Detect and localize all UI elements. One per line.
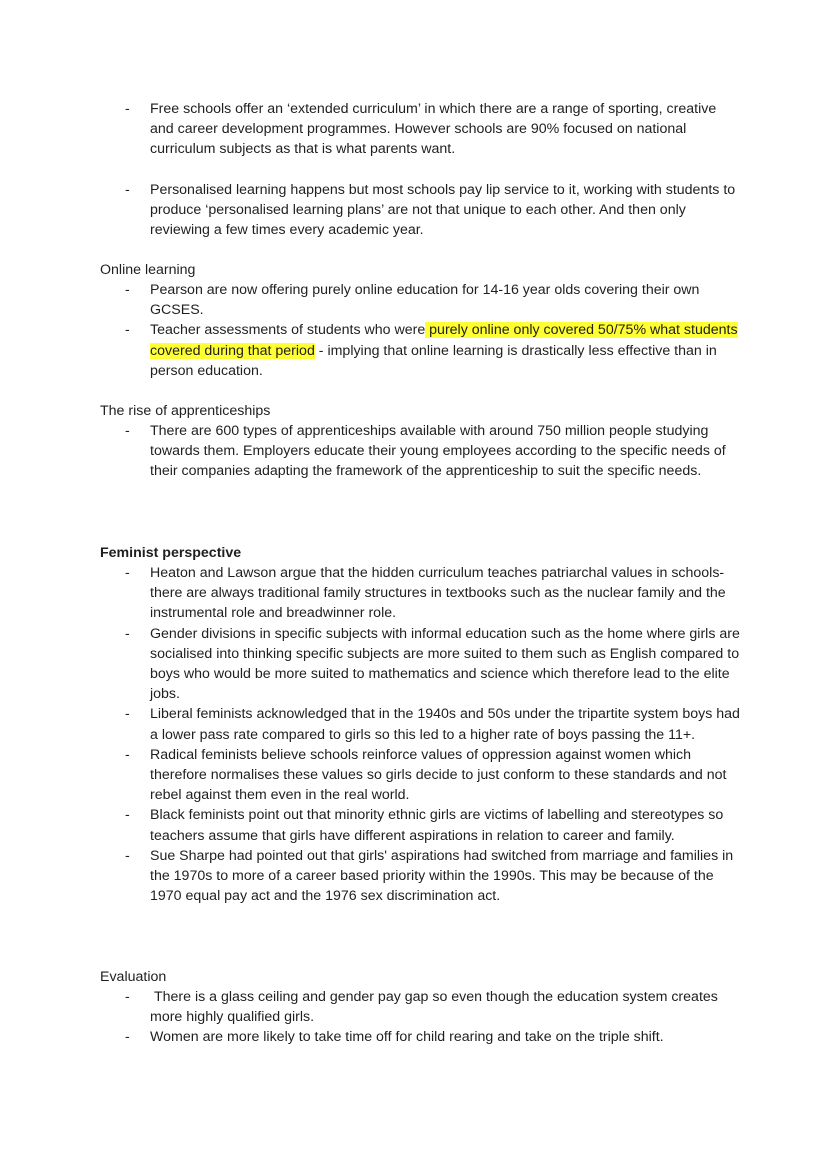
list-item: [100, 624, 745, 705]
list-item-text: Liberal feminists acknowledged that in the 1940s and 50s under the tripartite system boys had a lower pass rate compared to girls so this led to a higher rate of boys passing the 11+.: [150, 706, 740, 743]
list-item-text: Free schools offer an ‘extended curriculum’ in which there are a range of sporting, creative and career development programmes. However schools are 90% focused on national curriculum subjects as that is what parents want.: [150, 101, 717, 158]
section-heading-evaluation: Evaluation: [100, 969, 167, 985]
list-item: [100, 987, 740, 1027]
list-item-text: Women are more likely to take time off for child rearing and take on the triple shift.: [150, 1029, 664, 1046]
list-item-text: Pearson are now offering purely online education for 14-16 year olds covering their own GCSES.: [150, 282, 700, 319]
list-item-text: Personalised learning happens but most schools pay lip service to it, working with students to produce ‘personalised learning plans’ are not that unique to each other. And then only reviewing a few times every academic year.: [150, 181, 736, 239]
section-heading-feminist: Feminist perspective: [100, 545, 242, 561]
feminist-list: [100, 563, 745, 906]
list-item: [100, 180, 740, 241]
bullet-dash: -: [125, 282, 130, 298]
list-item: [100, 745, 745, 806]
list-item-text-before: Teacher assessments of students who were: [150, 322, 426, 339]
list-item-text: Black feminists point out that minority ethnic girls are victims of labelling and stereotypes so teachers assume that girls have different aspirations in relation to career and family.: [150, 807, 724, 844]
section-heading-online-learning: Online learning: [100, 262, 196, 278]
list-item-text: Heaton and Lawson argue that the hidden curriculum teaches patriarchal values in schools- there are always traditional family structures in textbooks such as the nuclear family and the instrumental role and breadwinner role.: [150, 565, 726, 622]
bullet-dash: -: [125, 746, 130, 763]
bullet-dash: -: [125, 101, 130, 117]
list-item: [100, 563, 745, 624]
list-item-text: Sue Sharpe had pointed out that girls' aspirations had switched from marriage and families in the 1970s to more of a career based priority within the 1990s. This may be because of the 1970 equal pay act and the 1976 sex discrimination act.: [150, 847, 734, 905]
section-heading-apprenticeships: The rise of apprenticeships: [100, 403, 271, 419]
bullet-dash: -: [125, 807, 130, 824]
list-item: [100, 421, 740, 482]
list-item: [100, 320, 740, 381]
highlighted-text: purely online only covered 50/75% what students covered during that period: [150, 322, 738, 359]
list-item-text: There are 600 types of apprenticeships available with around 750 million people studying towards them. Employers educate their young employees according to the specific needs of their companies adapting the framework of the apprenticeship to suit the specific needs.: [150, 423, 726, 480]
list-item: [100, 99, 740, 160]
list-item: [100, 846, 745, 907]
bullet-dash: -: [125, 423, 130, 439]
list-item: [100, 1027, 740, 1047]
online-learning-list: [100, 280, 740, 381]
list-item-text: There is a glass ceiling and gender pay gap so even though the education system creates more highly qualified girls.: [150, 989, 722, 1026]
intro-list: [100, 99, 740, 240]
bullet-dash: -: [125, 181, 130, 198]
bullet-dash: -: [125, 1029, 130, 1046]
bullet-dash: -: [125, 847, 130, 864]
list-item: [100, 280, 740, 320]
list-item-text: Radical feminists believe schools reinforce values of oppression against women which therefore normalises these values so girls decide to just conform to these standards and not rebel against them even in the real world.: [150, 746, 727, 804]
bullet-dash: -: [125, 989, 130, 1005]
bullet-dash: -: [125, 706, 130, 723]
list-item: [100, 704, 745, 744]
list-item-text: Gender divisions in specific subjects with informal education such as the home where girls are socialised into thinking specific subjects are more suited to them such as English compared to boys who would be more suited to mathematics and science which therefore lead to the elite jobs.: [150, 625, 740, 703]
list-item-text-after: - implying that online learning is drastically less effective than in person education.: [150, 342, 717, 379]
bullet-dash: -: [125, 322, 130, 339]
bullet-dash: -: [125, 565, 130, 581]
list-item: [100, 805, 745, 845]
evaluation-list: [100, 987, 740, 1048]
bullet-dash: -: [125, 625, 130, 642]
apprenticeships-list: [100, 421, 740, 482]
